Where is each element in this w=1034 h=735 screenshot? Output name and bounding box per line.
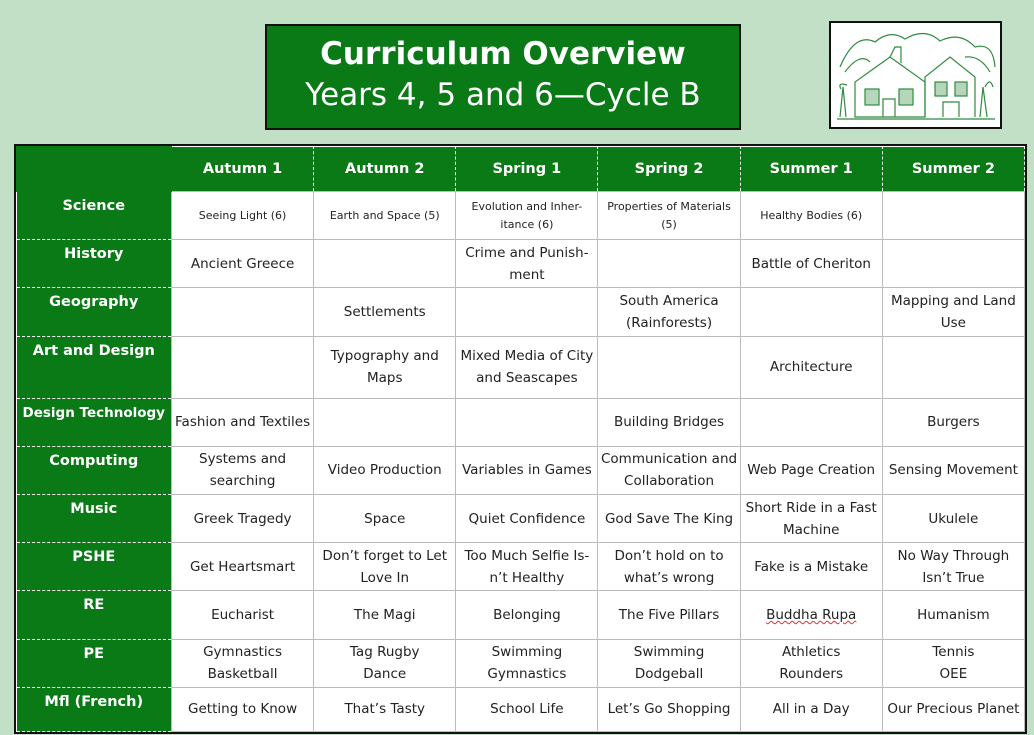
subject-label: Computing [17, 446, 172, 494]
table-cell: Sensing Movement [882, 446, 1024, 494]
subject-label: RE [17, 591, 172, 639]
table-cell: Eucharist [172, 591, 314, 639]
table-cell: Properties of Materials (5) [598, 192, 740, 240]
table-cell: Gymnastics Basketball [172, 639, 314, 687]
table-cell: Web Page Creation [740, 446, 882, 494]
term-header: Spring 2 [598, 147, 740, 192]
table-cell [598, 240, 740, 288]
table-cell [882, 192, 1024, 240]
table-cell [456, 288, 598, 336]
table-row [17, 639, 1025, 687]
table-cell: Mixed Media of City and Seascapes [456, 336, 598, 398]
subject-label: Design Technology [17, 398, 172, 446]
table-cell: No Way Through Isn’t True [882, 543, 1024, 591]
table-cell: Swimming Gymnastics [456, 639, 598, 687]
subject-label: History [17, 240, 172, 288]
term-header: Summer 1 [740, 147, 882, 192]
table-cell: Typography and Maps [314, 336, 456, 398]
term-header: Autumn 1 [172, 147, 314, 192]
school-building-sketch-icon [835, 27, 998, 125]
table-cell: Humanism [882, 591, 1024, 639]
table-cell: Building Bridges [598, 398, 740, 446]
table-cell: Evolution and Inher-itance (6) [456, 192, 598, 240]
table-cell: Fake is a Mistake [740, 543, 882, 591]
table-cell [882, 336, 1024, 398]
title-banner [265, 24, 741, 130]
table-cell: Ancient Greece [172, 240, 314, 288]
table-cell: Healthy Bodies (6) [740, 192, 882, 240]
table-cell: Architecture [740, 336, 882, 398]
table-cell: Swimming Dodgeball [598, 639, 740, 687]
table-cell: Get Heartsmart [172, 543, 314, 591]
table-cell: Space [314, 495, 456, 543]
term-header: Autumn 2 [314, 147, 456, 192]
table-row [17, 543, 1025, 591]
term-header: Summer 2 [882, 147, 1024, 192]
table-cell: Communication and Collaboration [598, 446, 740, 494]
table-cell: Video Production [314, 446, 456, 494]
table-row [17, 192, 1025, 240]
table-cell: South America (Rainforests) [598, 288, 740, 336]
table-row [17, 398, 1025, 446]
table-cell: Seeing Light (6) [172, 192, 314, 240]
subject-label: Science [17, 192, 172, 240]
table-cell: The Magi [314, 591, 456, 639]
term-header: Spring 1 [456, 147, 598, 192]
table-cell: Greek Tragedy [172, 495, 314, 543]
table-cell: Variables in Games [456, 446, 598, 494]
table-cell: Ukulele [882, 495, 1024, 543]
school-logo [829, 21, 1002, 129]
table-cell [456, 398, 598, 446]
table-row [17, 591, 1025, 639]
table-cell: Don’t hold on to what’s wrong [598, 543, 740, 591]
table-cell: Settlements [314, 288, 456, 336]
table-cell [314, 240, 456, 288]
table-cell: That’s Tasty [314, 687, 456, 731]
table-cell: Athletics Rounders [740, 639, 882, 687]
table-cell: Short Ride in a Fast Machine [740, 495, 882, 543]
table-cell [740, 288, 882, 336]
title-heading: Curriculum Overview [320, 36, 686, 72]
table-cell: Battle of Cheriton [740, 240, 882, 288]
subject-label: PE [17, 639, 172, 687]
table-cell [598, 336, 740, 398]
spellcheck-underlined-text: Buddha Rupa [766, 607, 857, 623]
table-cell [740, 398, 882, 446]
table-row [17, 288, 1025, 336]
table-cell: The Five Pillars [598, 591, 740, 639]
table-cell: Systems and searching [172, 446, 314, 494]
table-row [17, 687, 1025, 731]
table-cell: God Save The King [598, 495, 740, 543]
subject-label: Geography [17, 288, 172, 336]
table-cell: Mapping and Land Use [882, 288, 1024, 336]
table-cell: Crime and Punish-ment [456, 240, 598, 288]
subject-label: Music [17, 495, 172, 543]
table-cell: Quiet Confidence [456, 495, 598, 543]
table-cell: Getting to Know [172, 687, 314, 731]
table-cell: Too Much Selfie Is-n’t Healthy [456, 543, 598, 591]
title-subheading: Years 4, 5 and 6—Cycle B [305, 77, 701, 113]
table-cell: Tennis OEE [882, 639, 1024, 687]
corner-cell [17, 147, 172, 192]
subject-label: Mfl (French) [17, 687, 172, 731]
table-cell: Tag Rugby Dance [314, 639, 456, 687]
subject-label: PSHE [17, 543, 172, 591]
subject-label: Art and Design [17, 336, 172, 398]
table-cell: Earth and Space (5) [314, 192, 456, 240]
table-cell: Fashion and Textiles [172, 398, 314, 446]
table-cell [172, 336, 314, 398]
table-cell [172, 288, 314, 336]
table-cell: Our Precious Planet [882, 687, 1024, 731]
table-cell: Don’t forget to Let Love In [314, 543, 456, 591]
table-cell: Belonging [456, 591, 598, 639]
table-cell: Let’s Go Shopping [598, 687, 740, 731]
table-row [17, 446, 1025, 494]
table-cell: Burgers [882, 398, 1024, 446]
table-row [17, 336, 1025, 398]
table-cell: School Life [456, 687, 598, 731]
table-cell: All in a Day [740, 687, 882, 731]
table-cell [314, 398, 456, 446]
table-row [17, 495, 1025, 543]
table-row [17, 240, 1025, 288]
table-cell [882, 240, 1024, 288]
curriculum-table [14, 144, 1027, 734]
table-cell [740, 591, 882, 639]
term-header-row [17, 147, 1025, 192]
